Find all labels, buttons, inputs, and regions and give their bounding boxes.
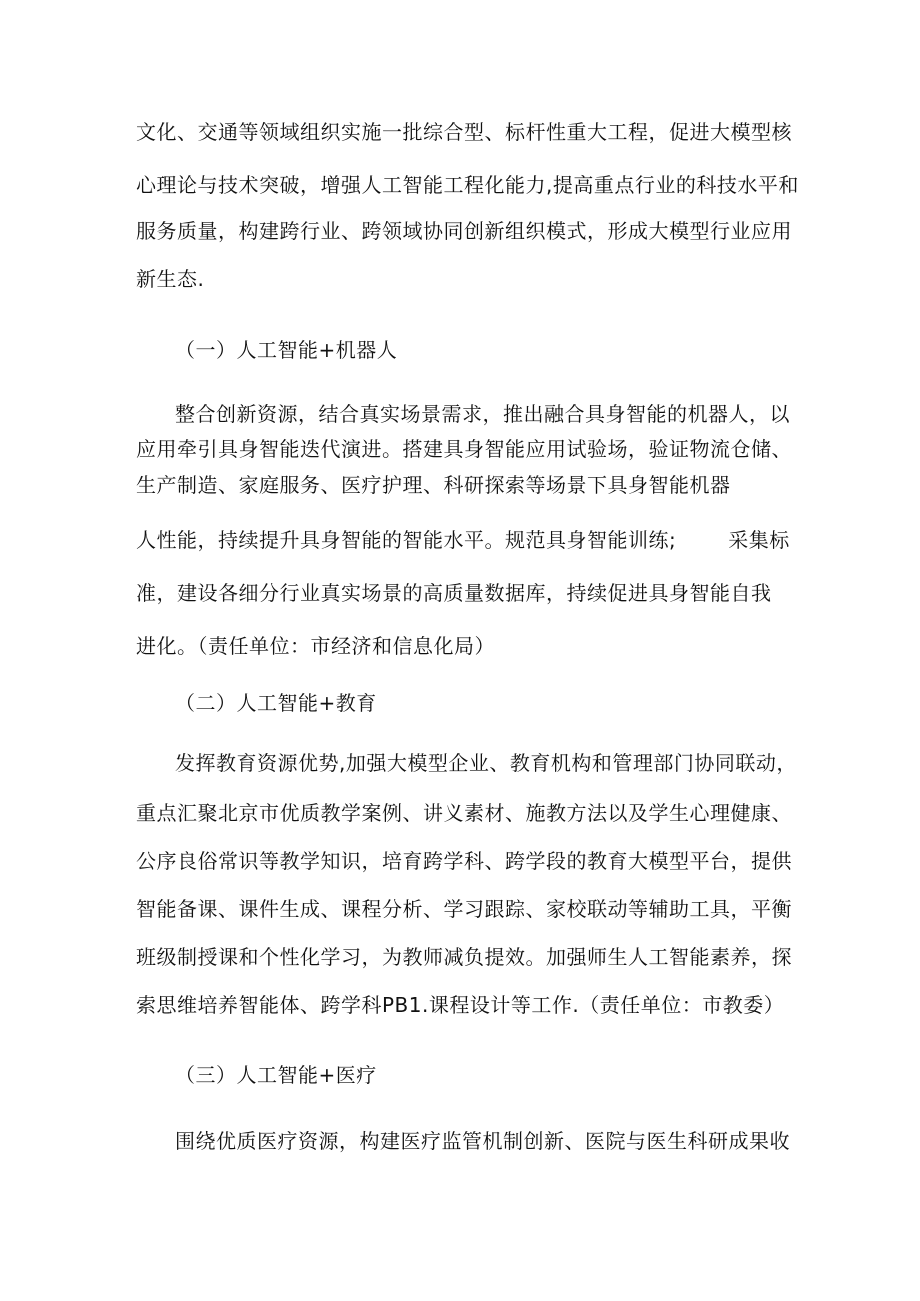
section-3-heading: （三）人工智能+医疗 xyxy=(175,1063,377,1087)
section-2-line-5: 班级制授课和个性化学习，为教师减负提效。加强师生人工智能素养，探 xyxy=(136,945,792,969)
intro-line-2: 心理论与技术突破，增强人工智能工程化能力,提高重点行业的科技水平和 xyxy=(136,173,799,197)
section-1-line-1: 整合创新资源，结合真实场景需求，推出融合具身智能的机器人，以 xyxy=(175,402,790,426)
section-2-line-1: 发挥教育资源优势,加强大模型企业、教育机构和管理部门协同联动， xyxy=(175,751,797,775)
section-1-line-4-tail: 采集标 xyxy=(728,528,790,552)
section-2-line-6: 索思维培养智能体、跨学科PB1.课程设计等工作.（责任单位：市教委） xyxy=(136,993,785,1017)
section-1-line-6: 进化。（责任单位：市经济和信息化局） xyxy=(136,634,495,658)
section-1-line-2: 应用牵引具身智能迭代演进。搭建具身智能应用试验场，验证物流仓储、 xyxy=(136,437,792,461)
section-1-line-5: 准，建设各细分行业真实场景的高质量数据库，持续促进具身智能自我 xyxy=(136,581,772,605)
section-2-line-4: 智能备课、课件生成、课程分析、学习跟踪、家校联动等辅助工具，平衡 xyxy=(136,897,792,921)
section-1-line-4-text: 人性能，持续提升具身智能的智能水平。规范具身智能训练; xyxy=(136,528,677,552)
section-2-heading: （二）人工智能+教育 xyxy=(175,691,377,715)
section-2-line-2: 重点汇聚北京市优质教学案例、讲义素材、施教方法以及学生心理健康、 xyxy=(136,801,792,825)
intro-line-1: 文化、交通等领域组织实施一批综合型、标杆性重大工程，促进大模型核 xyxy=(136,120,792,144)
intro-line-3: 服务质量，构建跨行业、跨领域协同创新组织模式，形成大模型行业应用 xyxy=(136,219,792,243)
intro-line-4: 新生态. xyxy=(136,267,205,291)
section-1-line-4 xyxy=(136,527,790,553)
section-1-line-3: 生产制造、家庭服务、医疗护理、科研探索等场景下具身智能机器 xyxy=(136,473,731,497)
section-2-line-3: 公序良俗常识等教学知识，培育跨学科、跨学段的教育大模型平台，提供 xyxy=(136,849,792,873)
section-1-heading: （一）人工智能+机器人 xyxy=(175,338,398,362)
section-3-line-1: 围绕优质医疗资源，构建医疗监管机制创新、医院与医生科研成果收 xyxy=(175,1129,790,1153)
